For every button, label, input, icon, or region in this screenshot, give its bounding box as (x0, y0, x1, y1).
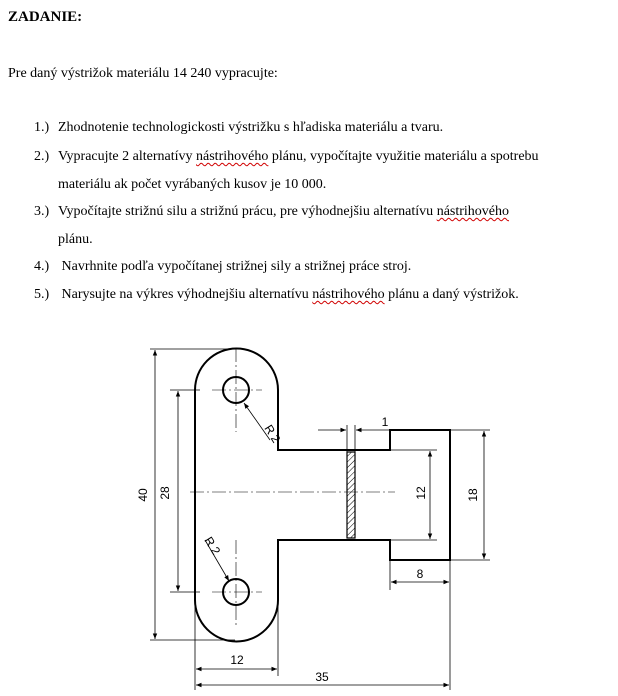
dimension-35: 35 (315, 670, 329, 684)
spellcheck-flagged-word: nástrihového (196, 149, 269, 164)
task-text: Zhodnotenie technologickosti výstrižku s hľadiska materiálu a tvaru. (58, 120, 444, 135)
task-text: Vypracujte 2 alternatívy (58, 149, 197, 164)
centerlines (190, 348, 395, 626)
task-number: 3.) (34, 204, 50, 219)
radius-label-bottom: R 2 (201, 534, 224, 558)
dimension-40: 40 (136, 488, 150, 502)
spellcheck-flagged-word: nástrihového (436, 204, 510, 219)
assignment-title: ZADANIE: (8, 9, 83, 25)
task-item-2-continuation: materiálu ak počet vyrábaných kusov je 10 000. (58, 177, 327, 192)
task-number: 1.) (34, 120, 50, 135)
task-item-3-continuation: plánu. (58, 232, 93, 247)
task-text: Narysujte na výkres výhodnejšiu alternatívu (58, 287, 313, 302)
task-text-rest: plánu, vypočítajte využitie materiálu a spotrebu (268, 149, 539, 164)
assignment-intro: Pre daný výstrižok materiálu 14 240 vypracujte: (8, 66, 278, 81)
dimension-12-horizontal: 12 (230, 653, 244, 667)
task-text: Navrhnite podľa vypočítanej strižnej sily a strižnej práce stroj. (58, 259, 412, 274)
dimension-18: 18 (466, 488, 480, 502)
dimension-1: 1 (381, 415, 389, 429)
spellcheck-flagged-word: nástrihového (312, 287, 385, 302)
task-number: 5.) (34, 287, 50, 302)
dimension-lines (150, 349, 490, 690)
task-text: Vypočítajte strižnú silu a strižnú prácu, pre výhodnejšiu alternatívu (58, 204, 437, 219)
dimension-12-vertical: 12 (414, 486, 428, 500)
dimension-28: 28 (158, 486, 172, 500)
task-number: 4.) (34, 259, 50, 274)
task-number: 2.) (34, 149, 50, 164)
dimension-8: 8 (416, 567, 424, 581)
radius-label-top: R 2 (261, 422, 284, 446)
hatched-section (347, 452, 355, 538)
task-text-rest: plánu a daný výstrižok. (384, 287, 519, 302)
part-outline (195, 348, 450, 641)
